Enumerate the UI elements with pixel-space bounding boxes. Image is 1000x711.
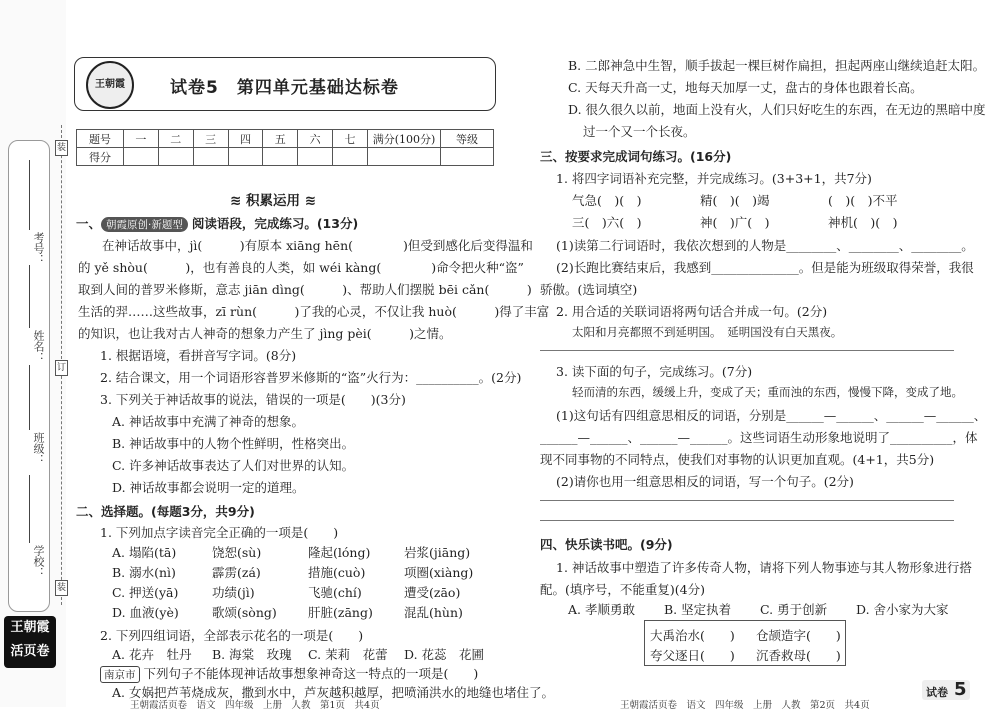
passage-line: 在神话故事中，jì( )有原本 xiāng hēn( )但受到感化后变得温和 — [102, 238, 533, 253]
banji-label: 班级： — [32, 432, 45, 465]
pinyin-row: B. 溺水(nì) 霹雳(zá) 措施(cuò) 项圈(xiàng) — [112, 565, 474, 580]
question-3-3: 3. 读下面的句子，完成练习。(7分) — [556, 364, 753, 379]
passage-line: 的 yě shòu( )，也有善良的人类，如 wéi kàng( )命令把火种“盗” — [78, 260, 524, 275]
pinyin-row: A. 塌陷(tā) 饶恕(sù) 隆起(lóng) 岩浆(jiāng) — [112, 545, 471, 560]
question-4-1: 配。(填序号，不能重复)(4分) — [540, 582, 705, 597]
binding-strip — [0, 0, 66, 707]
quote-sentence: 轻而清的东西，缓缓上升，变成了天；重而浊的东西，慢慢下降，变成了地。 — [572, 385, 963, 399]
option: B. 神话故事中的人物个性鲜明，性格突出。 — [112, 436, 355, 451]
sentence-pair: 太阳和月亮都照不到延明国。 延明国没有白天黑夜。 — [572, 325, 843, 339]
answer-line[interactable] — [540, 500, 954, 501]
question-4-heading: 四、快乐读书吧。(9分) — [540, 537, 673, 552]
region-tag: 南京市 — [100, 666, 140, 683]
option: B. 二郎神急中生智，顺手拔起一棵巨树作扁担，担起两座山继续追赶太阳。 — [568, 58, 986, 73]
cut-mark-2: 订 — [55, 360, 68, 376]
footer-right: 王朝霞活页卷 语文 四年级 上册 人教 第2页 共4页 — [620, 700, 870, 711]
idiom-row: 气急( )( ) 精( )( )竭 ( )( )不平 — [572, 193, 898, 208]
xingming-label: 姓名： — [32, 330, 45, 363]
question-3-3-a: 现不同事物的不同特点，使我们对事物的认识更加直观。(4+1，共5分) — [540, 452, 935, 467]
option: C. 天每天升高一丈，地每天加厚一丈，盘古的身体也跟着长高。 — [568, 80, 923, 95]
kaohao-label: 考号： — [32, 232, 45, 265]
question-3-3-a: (1)这句话有四组意思相反的词语，分别是______—______、______—______、 — [556, 408, 987, 423]
question-3-3-b: (2)请你也用一组意思相反的词语，写一个句子。(2分) — [556, 474, 854, 489]
pinyin-row: C. 押送(yā) 功绩(jì) 飞驰(chí) 遭受(zāo) — [112, 585, 461, 600]
option: 过一个又一个长夜。 — [583, 124, 696, 139]
match-row: 夸父逐日( ) 沉香救母( ) — [650, 648, 841, 663]
passage-line: 生活的羿……这些故事，zī rùn( )了我的心灵，不仅让我 huò( )得了丰富 — [78, 304, 550, 319]
page-number-tab: 试卷 5 — [922, 680, 970, 700]
question-3-1: 1. 将四字词语补充完整，并完成练习。(3+3+1，共7分) — [556, 171, 872, 186]
original-tag: 朝霞原创·新题型 — [101, 217, 188, 232]
flower-options: A. 花卉 牡丹 B. 海棠 玫瑰 C. 茉莉 花蕾 D. 花蕊 花圃 — [112, 647, 485, 662]
option: A. 神话故事中充满了神奇的想象。 — [112, 414, 304, 429]
xuexiao-label: 学校： — [32, 545, 45, 578]
question-1-3: 3. 下列关于神话故事的说法，错误的一项是( )(3分) — [100, 392, 406, 407]
passage-line: 取到人间的普罗米修斯，意志 jiān dìng( )、帮助人们摆脱 bēi cǎn( ) — [78, 282, 532, 297]
option: D. 神话故事都会说明一定的道理。 — [112, 480, 305, 495]
question-2-heading: 二、选择题。(每题3分，共9分) — [76, 504, 255, 519]
question-3-heading: 三、按要求完成词句练习。(16分) — [540, 149, 732, 164]
answer-line[interactable] — [540, 350, 954, 351]
option: D. 很久很久以前，地面上没有火，人们只好吃生的东西，在无边的黑暗中度 — [568, 102, 986, 117]
question-3-2: 2. 用合适的关联词语将两句话合并成一句。(2分) — [556, 304, 828, 319]
question-3-1-b: (2)长跑比赛结束后，我感到______________。但是能为班级取得荣誉，我很 — [556, 260, 974, 275]
section-heading: ≋ 积累运用 ≋ — [230, 193, 317, 209]
footer-left: 王朝霞活页卷 语文 四年级 上册 人教 第1页 共4页 — [130, 700, 380, 711]
question-2-2: 2. 下列四组词语，全部表示花名的一项是( ) — [100, 628, 364, 643]
answer-line[interactable] — [540, 520, 954, 521]
passage-line: 的知识，也让我对古人神奇的想象力产生了 jìng pèi( )之情。 — [78, 326, 452, 341]
option: C. 许多神话故事表达了人们对世界的认知。 — [112, 458, 355, 473]
score-header-row: 题号 一 二 三 四 五 六 七 满分(100分) 等级 — [77, 130, 494, 148]
score-table — [76, 129, 494, 166]
question-4-1: 1. 神话故事中塑造了许多传奇人物，请将下列人物事迹与其人物形象进行搭 — [556, 560, 972, 575]
question-3-3-a: ______—______、______—______。这些词语生动形象地说明了__________，体 — [540, 430, 978, 445]
idiom-row: 三( )六( ) 神( )广( ) 神机( )( ) — [572, 215, 898, 230]
question-3-1-a: (1)读第二行词语时，我依次想到的人物是________、________、________。 — [556, 238, 974, 253]
question-1-heading: 一、 朝霞原创·新题型 阅读语段，完成练习。(13分) — [76, 216, 359, 231]
page-title: 试卷5 第四单元基础达标卷 — [170, 78, 399, 98]
cut-mark-3: 装 — [55, 580, 68, 596]
cut-mark: 装 — [55, 140, 68, 156]
option: A. 女娲把芦苇烧成灰，撒到水中，芦灰越积越厚，把喷涌洪水的地缝也堵住了。 — [112, 685, 554, 700]
question-1-1: 1. 根据语境，看拼音写字词。(8分) — [100, 348, 297, 363]
pinyin-row: D. 血液(yè) 歌颂(sòng) 肝脏(zāng) 混乱(hùn) — [112, 605, 463, 620]
question-2-3: 南京市 下列句子不能体现神话故事想象神奇这一特点的一项是( ) — [100, 664, 478, 683]
trait-options: A. 孝顺勇敢 B. 坚定执着 C. 勇于创新 D. 舍小家为大家 — [568, 602, 949, 617]
score-value-row: 得分 — [77, 148, 494, 166]
question-3-1-b: 骄傲。(选词填空) — [540, 282, 638, 297]
question-1-2: 2. 结合课文，用一个词语形容普罗米修斯的“盗”火行为：__________。(2分) — [100, 370, 522, 385]
question-2-1: 1. 下列加点字读音完全正确的一项是( ) — [100, 525, 339, 540]
brand-logo: 王朝霞 活页卷 — [4, 616, 56, 668]
publisher-logo: 王朝霞 — [86, 61, 134, 109]
match-row: 大禹治水( ) 仓颉造字( ) — [650, 628, 841, 643]
